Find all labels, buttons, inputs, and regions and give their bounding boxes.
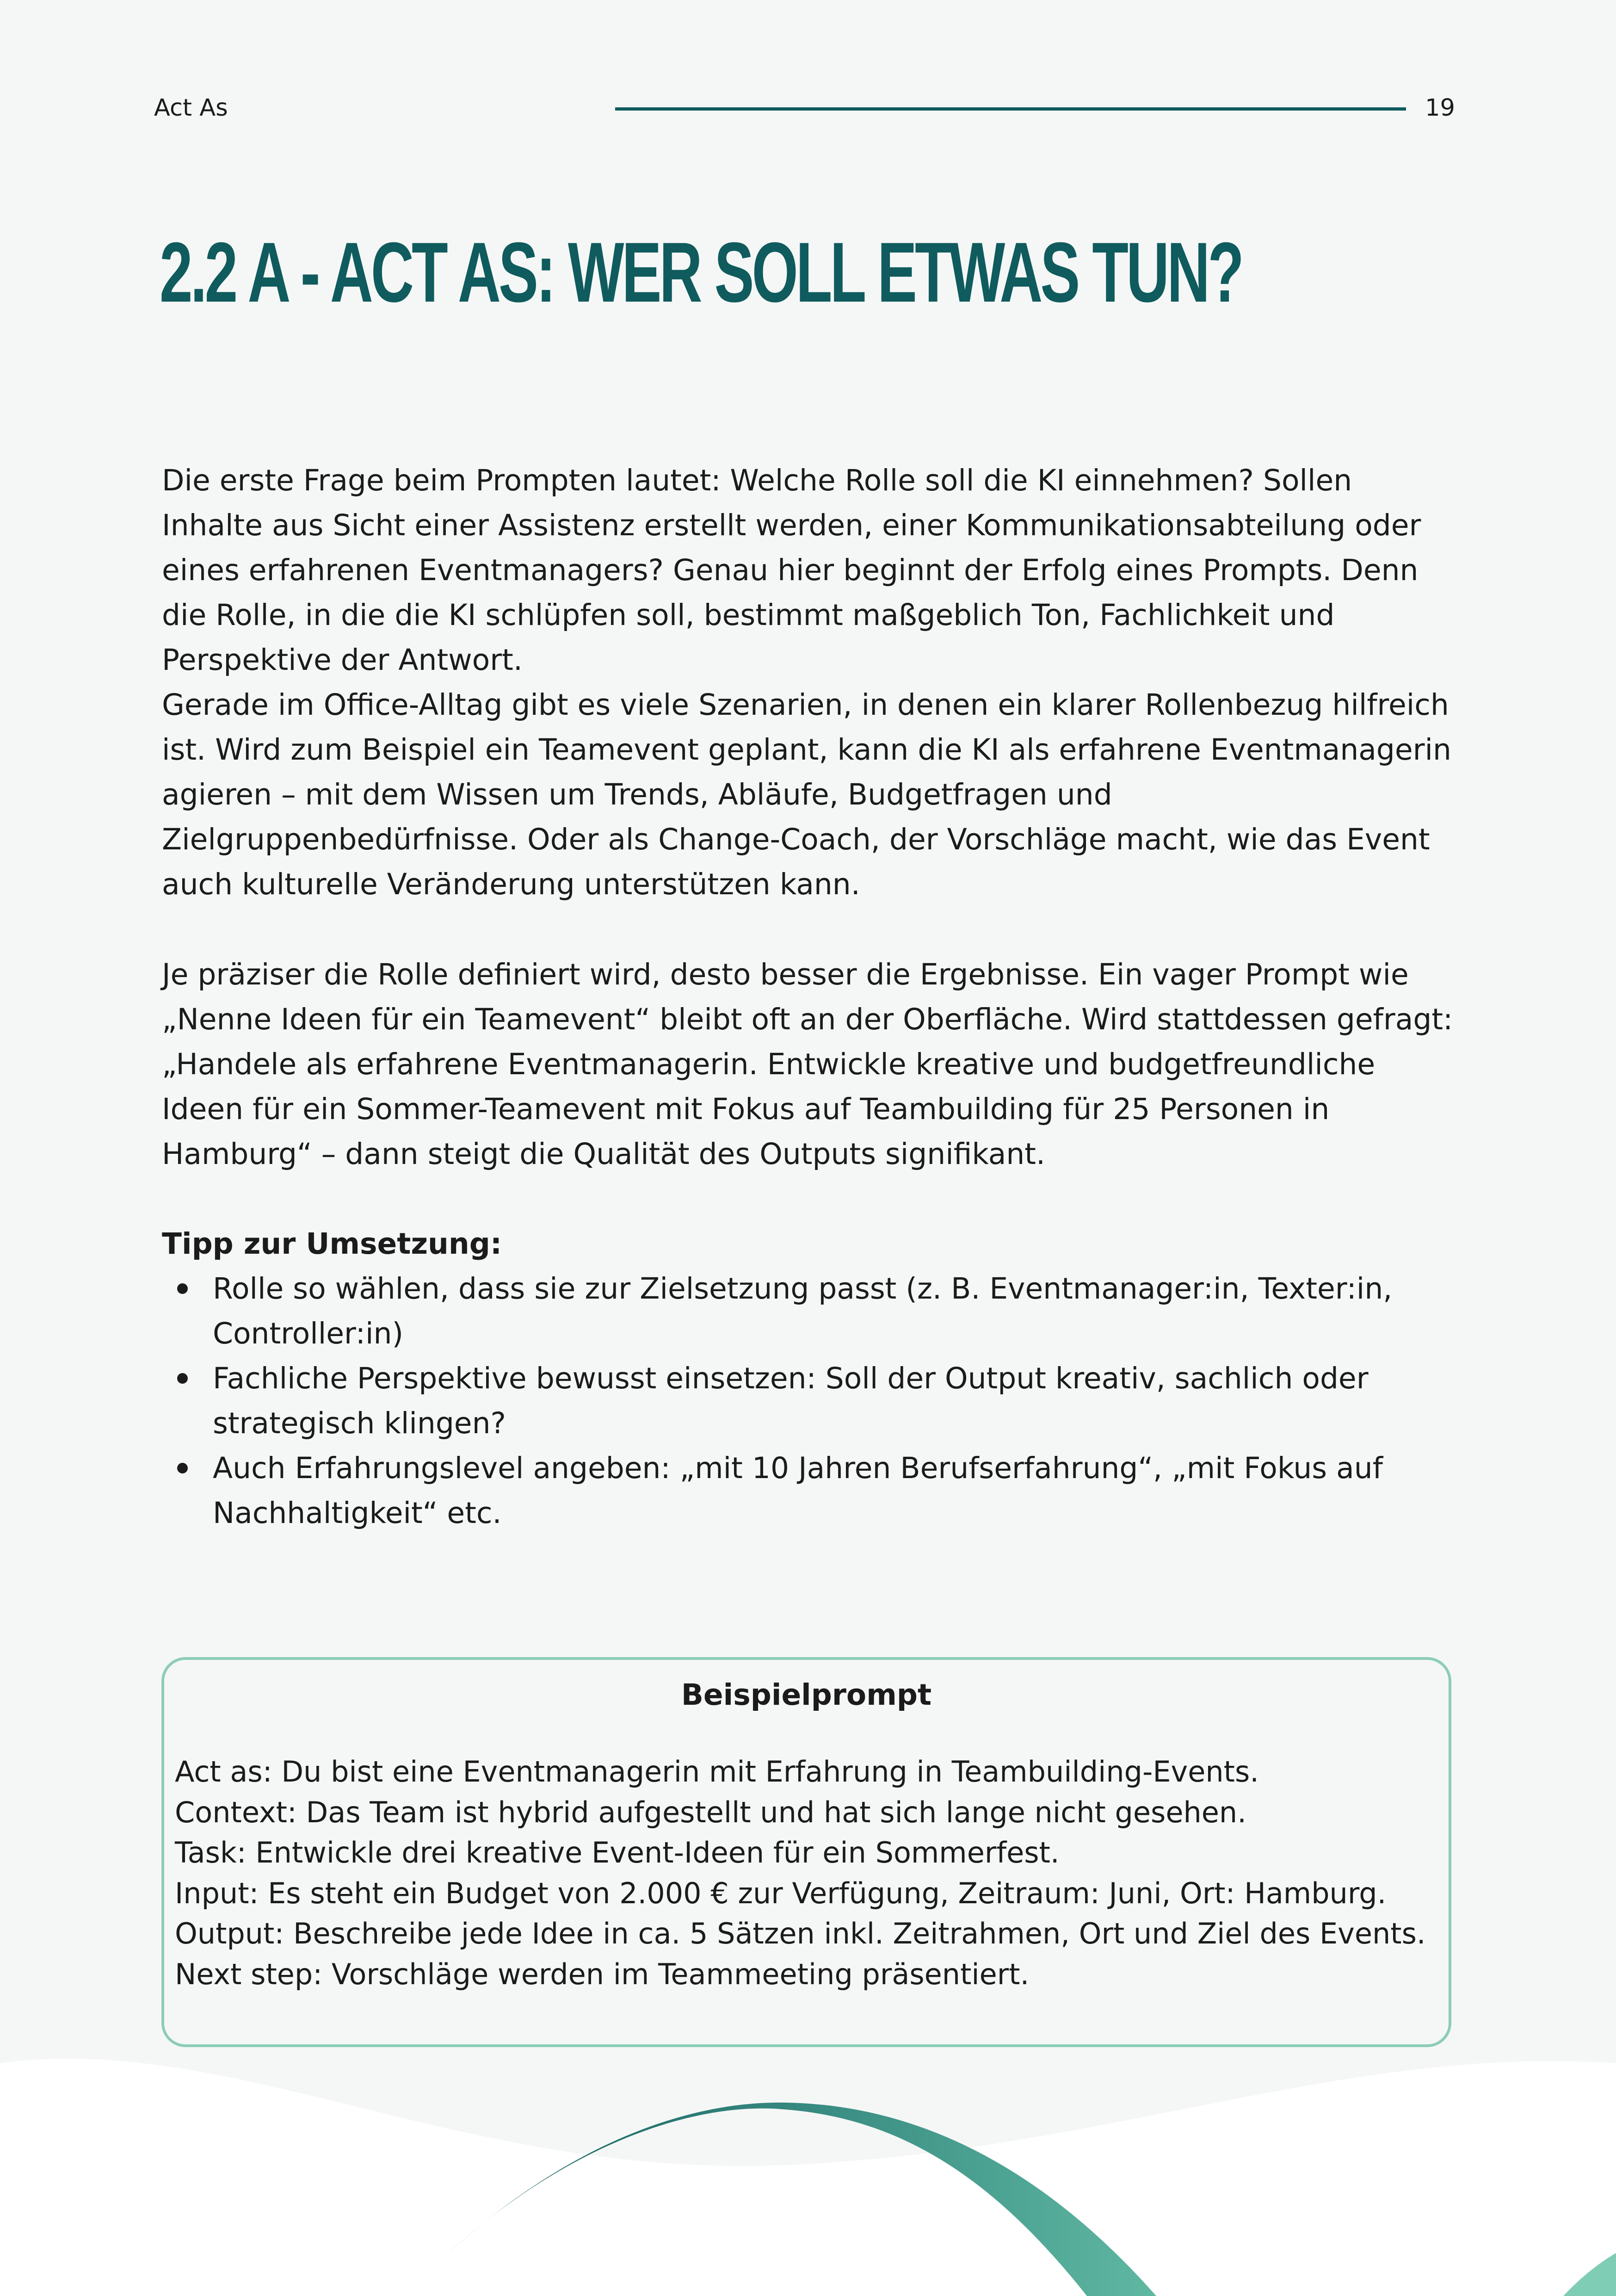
list-item-text: Rolle so wählen, dass sie zur Zielsetzung passt (z. B. Eventmanager:in, Texter:in, Controller:in) (213, 1272, 1393, 1350)
paragraph-text: Die erste Frage beim Prompten lautet: Welche Rolle soll die KI einnehmen? Sollen Inhalte aus Sicht einer Assistenz erstellt werden, einer Kommunikationsabteilung oder eines erfahrenen Eventmanagers? Genau hier beginnt der Erfolg eines Prompts. Denn die Rolle, in die die KI schlüpfen soll, bestimmt maßgeblich Ton, Fachlichkeit und Perspektive der Antwort. (162, 464, 1421, 677)
tips-heading: Tipp zur Umsetzung: (162, 1227, 502, 1261)
list-item-text: Auch Erfahrungslevel angeben: „mit 10 Jahren Berufserfahrung“, „mit Fokus auf Nachhaltigkeit“ etc. (213, 1451, 1383, 1530)
paragraph-2 (162, 682, 1457, 907)
running-title: Act As (154, 94, 228, 122)
paragraph-3 (162, 952, 1457, 1176)
example-prompt-heading: Beispielprompt (681, 1678, 932, 1712)
prompt-line-output: Output: Beschreibe jede Idee in ca. 5 Sätzen inkl. Zeitrahmen, Ort und Ziel des Events. (175, 1917, 1426, 1950)
prompt-line-task: Task: Entwickle drei kreative Event-Ideen für ein Sommerfest. (175, 1836, 1060, 1869)
light-wave-shape (0, 2059, 1616, 2296)
example-prompt-box (161, 1657, 1451, 2047)
page-number: 19 (1425, 94, 1455, 122)
tips-list (162, 1266, 1457, 1535)
list-item-text: Fachliche Perspektive bewusst einsetzen: Soll der Output kreativ, sachlich oder strategisch klingen? (213, 1362, 1369, 1440)
page-title: 2.2 A - ACT AS: WER SOLL ETWAS TUN? (160, 224, 1242, 320)
example-prompt-lines (175, 1751, 1442, 1994)
bullet-icon (177, 1283, 188, 1294)
paragraph-text: Je präziser die Rolle definiert wird, desto besser die Ergebnisse. Ein vager Prompt wie „Nenne Ideen für ein Teamevent“ bleibt oft an der Oberfläche. Wird stattdessen gefragt: „Handele als erfahrene Eventmanagerin. Entwickle kreative und budgetfreundliche Ideen für ein Sommer-Teamevent mit Fokus auf Teambuilding für 25 Personen in Hamburg“ – dann steigt die Qualität des Outputs signifikant. (162, 958, 1453, 1171)
list-item (162, 1266, 1457, 1356)
header-rule (615, 107, 1406, 111)
bullet-icon (177, 1463, 188, 1473)
list-item (162, 1356, 1457, 1446)
prompt-line-act-as: Act as: Du bist eine Eventmanagerin mit Erfahrung in Teambuilding-Events. (175, 1755, 1259, 1789)
bullet-icon (177, 1373, 188, 1384)
paragraph-1 (162, 458, 1457, 682)
paragraph-text: Gerade im Office-Alltag gibt es viele Szenarien, in denen ein klarer Rollenbezug hilfreich ist. Wird zum Beispiel ein Teamevent geplant, kann die KI als erfahrene Eventmanagerin agieren – mit dem Wissen um Trends, Abläufe, Budgetfragen und Zielgruppenbedürfnisse. Oder als Change-Coach, der Vorschläge macht, wie das Event auch kulturelle Veränderung unterstützen kann. (162, 688, 1451, 901)
prompt-line-next-step: Next step: Vorschläge werden im Teammeeting präsentiert. (175, 1957, 1030, 1991)
decorative-waves (0, 2026, 1616, 2296)
prompt-line-input: Input: Es steht ein Budget von 2.000 € zur Verfügung, Zeitraum: Juni, Ort: Hamburg. (175, 1876, 1387, 1910)
prompt-line-context: Context: Das Team ist hybrid aufgestellt und hat sich lange nicht gesehen. (175, 1795, 1246, 1829)
list-item (162, 1446, 1457, 1535)
